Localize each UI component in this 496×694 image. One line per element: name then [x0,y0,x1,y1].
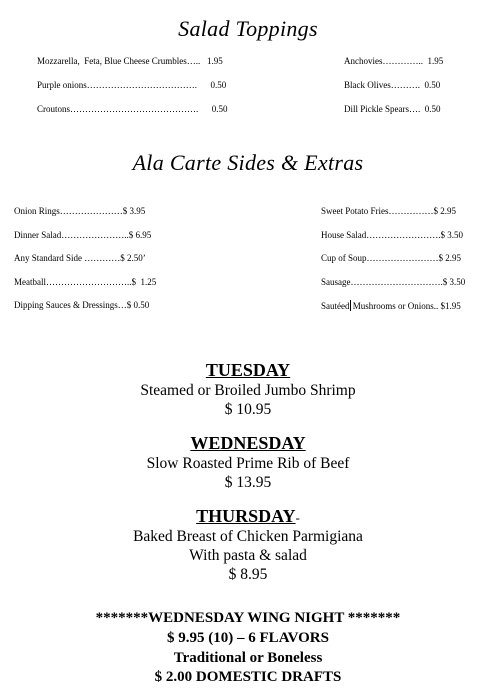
thursday-sides: With pasta & salad [189,547,307,564]
side-item: House Salad…………………….$ 3.50 [321,230,463,240]
side-item: Sausage………………………….$ 3.50 [321,277,466,287]
topping-item: Black Olives………. 0.50 [344,80,441,90]
wing-night-price: $ 9.95 (10) – 6 FLAVORS [167,630,329,646]
tuesday-dish: Steamed or Broiled Jumbo Shrimp [140,382,356,399]
side-item-text: Mushrooms or Onions.. $1.95 [350,301,461,311]
sides-title: Ala Carte Sides & Extras [132,150,364,175]
side-item: Dipping Sauces & Dressings…$ 0.50 [14,300,150,310]
wing-night-drafts: $ 2.00 DOMESTIC DRAFTS [154,669,342,685]
thursday-heading-row [0,506,496,527]
side-item-text: Sautéed [321,301,350,311]
tuesday-price: $ 10.95 [224,401,272,418]
thursday-dash: - [295,510,300,525]
side-item: Meatball………………………..$ 1.25 [14,277,157,287]
thursday-price: $ 8.95 [228,566,268,583]
topping-item: Croutons……………………………………. 0.50 [37,104,228,114]
topping-item: Dill Pickle Spears…. 0.50 [344,104,441,114]
wednesday-heading: WEDNESDAY [190,433,306,453]
thursday-dish: Baked Breast of Chicken Parmigiana [133,528,363,545]
topping-item: Anchovies………….. 1.95 [344,56,444,66]
side-item: Cup of Soup……………………$ 2.95 [321,253,462,263]
wing-night-title: *******WEDNESDAY WING NIGHT ******* [95,610,401,626]
topping-item: Purple onions………………………………. 0.50 [37,80,227,90]
side-item: Dinner Salad…………………..$ 6.95 [14,230,152,240]
topping-item: Mozzarella, Feta, Blue Cheese Crumbles….. 1.95 [37,56,223,66]
wednesday-dish: Slow Roasted Prime Rib of Beef [146,455,350,472]
thursday-heading: THURSDAY [196,506,296,526]
side-item [321,300,461,311]
side-item: Onion Rings…………………$ 3.95 [14,206,146,216]
side-item: Sweet Potato Fries……………$ 2.95 [321,206,456,216]
tuesday-heading: TUESDAY [205,360,291,380]
wednesday-price: $ 13.95 [224,474,272,491]
salad-toppings-title: Salad Toppings [178,16,318,41]
side-item: Any Standard Side …………$ 2.50’ [14,253,146,263]
wing-night-style: Traditional or Boneless [173,650,323,666]
